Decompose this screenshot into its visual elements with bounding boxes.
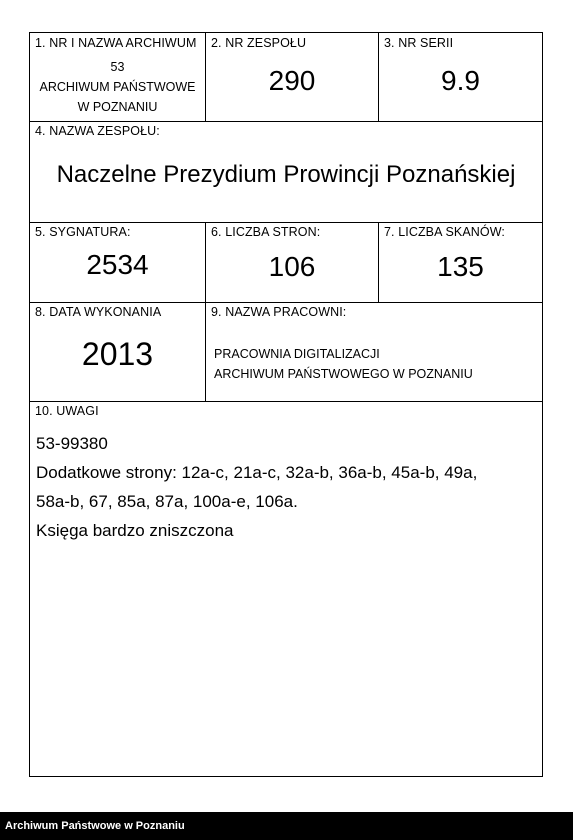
archive-number: 53 (110, 60, 125, 74)
execution-date-label: 8. DATA WYKONANIA (35, 305, 162, 319)
series-number-label: 3. NR SERII (384, 36, 454, 50)
archive-name-line2: W POZNANIU (77, 100, 158, 114)
fonds-name-cell (30, 121, 542, 222)
remarks-body (36, 429, 477, 545)
fonds-name-value: Naczelne Prezydium Prowincji Poznańskiej (56, 161, 516, 188)
scan-count-label: 7. LICZBA SKANÓW: (384, 225, 505, 239)
studio-line2: ARCHIWUM PAŃSTWOWEGO W POZNANIU (214, 367, 473, 381)
remarks-line2: 58a-b, 67, 85a, 87a, 100a-e, 106a. (36, 492, 298, 511)
signature-value: 2534 (86, 249, 149, 280)
execution-date-value: 2013 (81, 336, 154, 372)
execution-date-cell (30, 302, 205, 401)
series-number-value: 9.9 (441, 65, 480, 96)
footer-bar (0, 812, 573, 840)
fonds-name-label: 4. NAZWA ZESPOŁU: (35, 124, 160, 138)
studio-line1: PRACOWNIA DIGITALIZACJI (214, 347, 380, 361)
archive-value (30, 57, 205, 117)
remarks-code: 53-99380 (36, 434, 108, 453)
fonds-number-value: 290 (268, 65, 316, 96)
page-count-cell (205, 222, 378, 302)
fonds-number-cell (205, 33, 378, 121)
studio-value (214, 344, 473, 384)
row-date-studio (30, 302, 542, 402)
signature-label: 5. SYGNATURA: (35, 225, 131, 239)
page-count-label: 6. LICZBA STRON: (211, 225, 321, 239)
scan-count-value: 135 (437, 251, 484, 282)
archive-cell (30, 33, 205, 121)
remarks-cell (30, 401, 542, 776)
archive-name-line1: ARCHIWUM PAŃSTWOWE (39, 80, 196, 94)
fonds-number-label: 2. NR ZESPOŁU (211, 36, 307, 50)
remarks-line3: Księga bardzo zniszczona (36, 521, 234, 540)
signature-cell (30, 222, 205, 302)
remarks-line1: Dodatkowe strony: 12a-c, 21a-c, 32a-b, 36a-b, 45a-b, 49a, (36, 463, 478, 482)
footer-text: Archiwum Państwowe w Poznaniu (5, 820, 185, 832)
scan-count-cell (378, 222, 542, 302)
page-count-value: 106 (268, 251, 316, 282)
studio-cell (205, 302, 542, 401)
row-archive-info (30, 33, 542, 122)
archive-label: 1. NR I NAZWA ARCHIWUM (35, 36, 197, 50)
studio-label: 9. NAZWA PRACOWNI: (211, 305, 347, 319)
series-number-cell (378, 33, 542, 121)
metadata-card (29, 32, 543, 777)
row-counts (30, 222, 542, 303)
remarks-label: 10. UWAGI (35, 404, 99, 418)
row-fonds-name (30, 121, 542, 223)
